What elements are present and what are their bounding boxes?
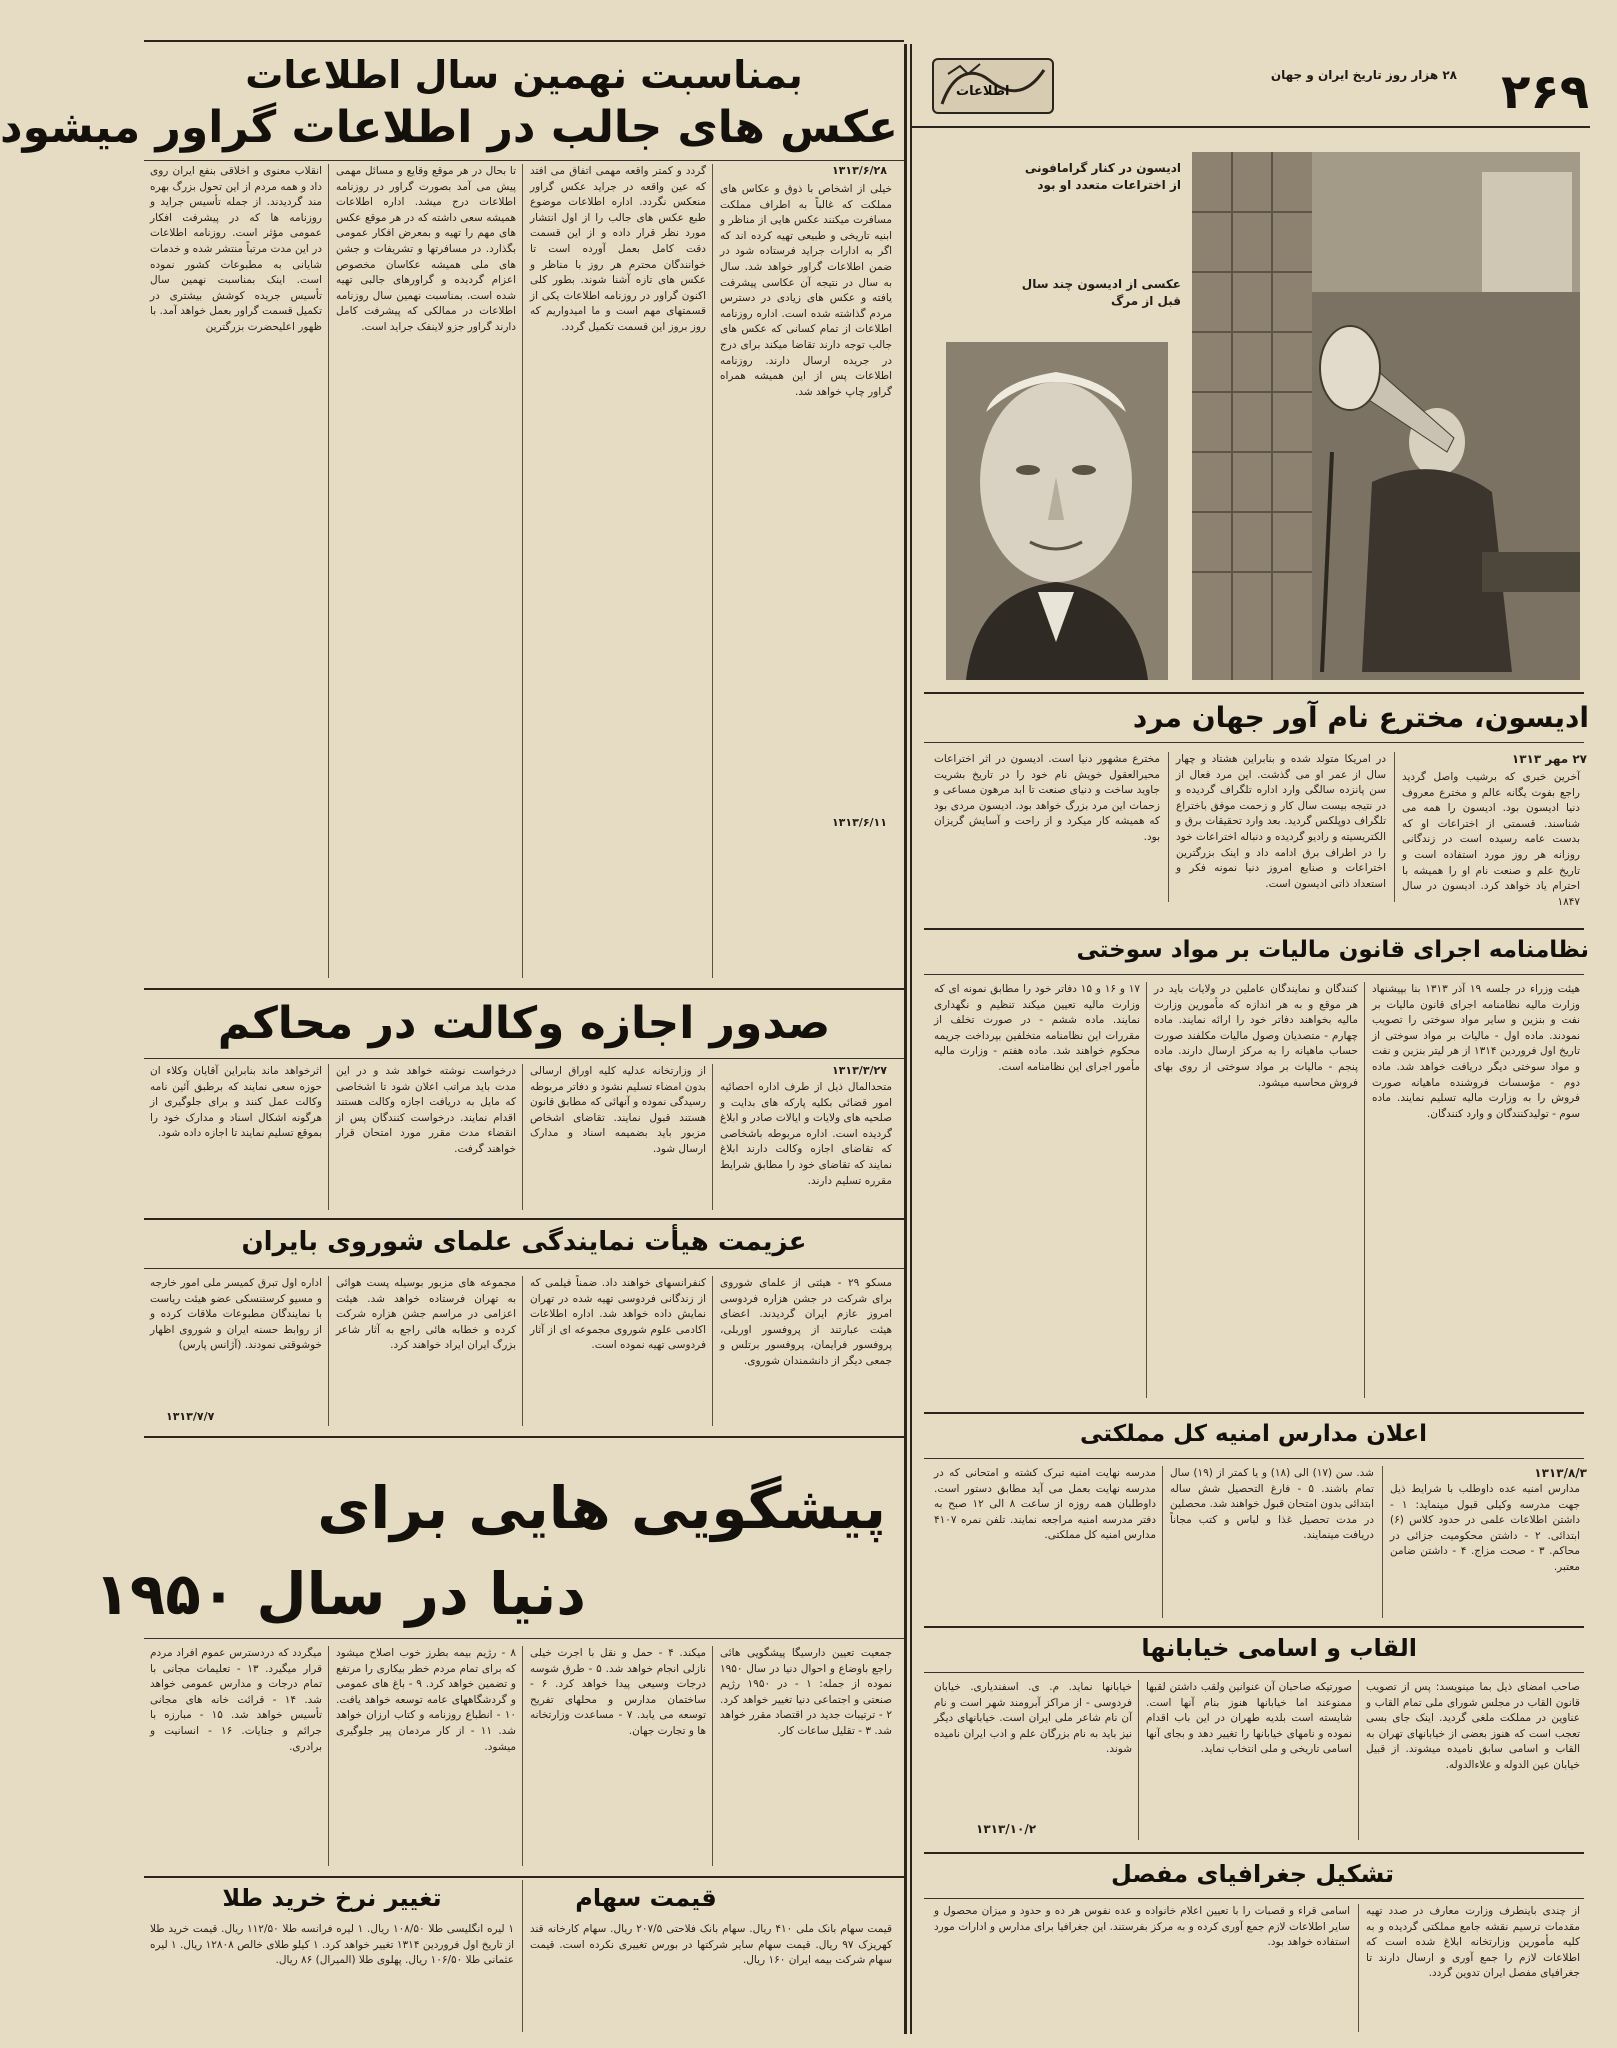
- edison-photo2-caption: عکسی از ادیسون چند سال قبل از مرگ: [1021, 277, 1181, 308]
- schools-date: ۱۳۱۳/۸/۳: [1534, 1466, 1587, 1480]
- anniversary-headline1: بمناسبت نهمین سال اطلاعات: [245, 53, 803, 97]
- geography-col1: از چندی باینطرف وزارت معارف در صدد تهیه مقدمات ترسیم نقشه جامع مملکتی گردیده و به کلیه مأمورین وزارتخانه ابلاغ شده است که اطلاعات لازم را جمع آوری و ارسال دارند تا جغرافیای مفصل ایران تدوین گردد.: [1366, 1905, 1580, 1980]
- edison-photo1-caption: ادیسون در کنار گرامافونی از اختراعات متعدد او بود: [1024, 161, 1181, 192]
- streets-col1: صاحب امضای ذیل بما مینویسد: پس از تصویب قانون القاب در مجلس شورای ملی تمام القاب و عناوین در مملکت ملغی گردید. اینک جای بسی تعجب است که هنوز بعضی از خیابانهای تهران به القاب و اسامی سابق نامیده میشوند. از قبیل خیابان عین الدوله و علاءالدوله.: [1366, 1681, 1580, 1771]
- streets-col3: خیابانها نماید. م. ی. اسفندیاری. خیابان فردوسی - از مراکز آبرومند شهر است و نام آن نام شاعر ملی ایران است. خیابانهای دیگر نیز باید به نام بزرگان علم و ادب ایران نامیده شوند.: [934, 1681, 1132, 1756]
- predictions-col1: جمعیت تعیین دارسیگا پیشگویی هائی راجع باوضاع و احوال دنیا در سال ۱۹۵۰ نموده از جمله: ۱ - در ۱۹۵۰ رژیم صنعتی و اجتماعی دنیا تغییر خواهد کرد. ۲ - ترتیبات جدید در اقتصاد مقرر خواهد شد. ۳ - تقلیل ساعات کار.: [720, 1647, 892, 1737]
- fuel-tax-col2: کنندگان و نمایندگان عاملین در ولایات باید در هر موقع و به هر اندازه که مأمورین وزارت مالیه بخواهند دفاتر خود را ارائه نمایند. ماده چهارم - متصدیان وصول مالیات مکلفند صورت حساب ماهیانه را به مرکز ارسال دارند. ماده پنجم - مالیات بر مواد سوختی از روی بهای فروش محاسبه میشود.: [1154, 983, 1358, 1089]
- predictions-headline2: دنیا در سال ۱۹۵۰: [94, 1560, 586, 1628]
- anniversary-col1: خیلی از اشخاص با ذوق و عکاس های مملکت که غالباً به اطراف مملکت مسافرت میکنند عکس هایی از مناظر و ابنیه تاریخی و طبیعی تهیه کرده اند که اگر به ادارات جراید فرستاده شود در ضمن اطلاعات گراور خواهد شد. سال به سال در نتیجه آن عکاسی پیشرفت یافته و عکس های زیادی در دسترس مردم گذاشته شده است. اداره روزنامه اطلاعات از تمام کسانی که عکس های جالب توجه دارند تقاضا میکند برای درج در جریده ارسال دارند. روزنامه اطلاعات پس از این همیشه همراه گراور چاپ خواهد شد.: [720, 183, 892, 398]
- delegation-col3: مجموعه های مزبور بوسیله پست هوائی به تهران فرستاده خواهد شد. هیئت اعزامی در مراسم جشن هزاره شرکت کرده و خطابه هائی راجع به آثار شاعر بزرگ ایران ایراد خواهند کرد.: [336, 1277, 516, 1352]
- edison-col1: آخرین خبری که برشیب واصل گردید راجع بفوت یگانه عالم و مخترع معروف دنیا ادیسون بود. ادیسون را همه می شناسند. قسمتی از اختراعات او که بدست عامه رسیده است در زندگانی روزانه هر روز مورد استفاده است و تاریخ علم و صنعت نام او را همیشه با احترام یاد خواهد کرد. ادیسون در سال ۱۸۴۷: [1402, 771, 1580, 908]
- streets-headline: القاب و اسامی خیابانها: [1141, 1634, 1417, 1662]
- delegation-headline: عزیمت هیأت نمایندگی علمای شوروی بایران: [241, 1227, 807, 1257]
- predictions-col4: میگردد که دردسترس عموم افراد مردم قرار میگیرد. ۱۳ - تعلیمات مجانی با تمام درجات و مدارس عمومی خواهد شد. ۱۴ - قرائت خانه های مجانی تأسیس خواهد شد. ۱۵ - مبارزه با جرائم و جنایات. ۱۶ - انسانیت و برادری.: [150, 1647, 323, 1753]
- newspaper-logo: [932, 58, 1054, 114]
- anniversary-col4: انقلاب معنوی و اخلاقی بنفع ایران روی داد و همه مردم از این تحول بزرگ بهره مند گردیدند. از جمله تأسیس جراید و روزنامه ها که در پیشرفت افکار عمومی مؤثر است. روزنامه اطلاعات در این مدت مرتباً منتشر شده و خدمات شایانی به مطبوعات کشور نموده است. اینک بمناسبت نهمین سال تأسیس جریده کوشش بیشتری در تکمیل قسمت گراور بعمل خواهد آمد. با ظهور اعلیحضرت بزرگترین: [150, 165, 322, 333]
- court-col4: اثرخواهد ماند بنابراین آقایان وکلاء ان حوزه سعی نمایند که برطبق آئین نامه وکالت عمل کنند و برای جلوگیری از هرگونه اشکال اسناد و مدارک خود را بموقع تسلیم نمایند تا اجازه داده شود.: [150, 1065, 322, 1140]
- schools-col2: شد. سن (۱۷) الی (۱۸) و یا کمتر از (۱۹) سال تمام باشند. ۵ - فارغ التحصیل شش ساله ابتدائی بدون امتحان قبول خواهند شد. محصلین در مدت تحصیل غذا و لباس و کتب مجاناً دریافت مینمایند.: [1170, 1467, 1374, 1542]
- edison-headline: ادیسون، مخترع نام آور جهان مرد: [1132, 701, 1589, 734]
- gold-headline: تغییر نرخ خرید طلا: [222, 1884, 442, 1912]
- anniversary-date1: ۱۳۱۳/۶/۲۸: [831, 164, 887, 177]
- delegation-col1: مسکو ۲۹ - هیئتی از علمای شوروی برای شرکت در جشن هزاره فردوسی امروز عازم ایران گردیدند. اعضای هیئت عبارتند از پروفسور اوربلی، پروفسور فرایمان، پروفسور برتلس و جمعی دیگر از دانشمندان شوروی.: [720, 1277, 892, 1367]
- anniversary-col2: گردد و کمتر واقعه مهمی اتفاق می افتد که عین واقعه در جراید عکس گراور منعکس نگردد. اداره اطلاعات موضوع طبع عکس های جالب را از اول انتشار مورد نظر قرار داده و از این قسمت دقت کامل بعمل آورده است تا خوانندگان محترم هر روز با مناظر و عکس های تازه آشنا شوند. بطور کلی اکنون گراور در روزنامه اطلاعات یکی از قسمتهای مهم است و ما امیدواریم که روز بروز این قسمت تکمیل گردد.: [530, 165, 706, 333]
- fuel-tax-headline: نظامنامه اجرای قانون مالیات بر مواد سوختی: [1076, 937, 1589, 963]
- anniversary-col3: تا بحال در هر موقع وقایع و مسائل مهمی پیش می آمد بصورت گراور در روزنامه اطلاعات درج میشد. اداره اطلاعات همیشه سعی داشته که در هر موقع عکس های مهم را تهیه و بمعرض افکار عمومی بگذارد. در مسافرتها و تشریفات و جشن های ملی همیشه عکاسان مخصوص اعزام گردیده و گراورهای جالبی تهیه شده است. بمناسبت نهمین سال روزنامه اطلاعات در ممالکی که پیشرفت کامل دارند گراور جزو لاینفک جراید است.: [336, 165, 516, 333]
- stocks-body: قیمت سهام بانک ملی ۴۱۰ ریال. سهام بانک فلاحتی ۲۰۷/۵ ریال. سهام کارخانه قند کهریزک ۹۷ ریال. قیمت سهام سایر شرکتها در بورس تغییری نکرده است. قیمت سهام شرکت بیمه ایران ۱۶۰ ریال.: [530, 1923, 892, 1967]
- geography-col2: اسامی قراء و قصبات را با تعیین اعلام خانواده و عده نفوس هر ده و حدود و میزان محصول و سایر اطلاعات لازم جمع آوری کرده و به مرکز بفرستند. این جغرافیا برای مدارس و ادارات مورد استفاده خواهد بود.: [934, 1905, 1350, 1949]
- stocks-headline: قیمت سهام: [575, 1884, 717, 1912]
- edison-col3: مخترع مشهور دنیا است. ادیسون در اثر اختراعات محیرالعقول خویش نام خود را در تاریخ بشریت جاوید ساخت و دنیای صنعت تا ابد مرهون مساعی و زحمات این مرد بزرگ خواهد بود. ادیسون مردی بود که همیشه کار میکرد و از راحت و آسایش گریزان بود.: [934, 753, 1160, 843]
- anniversary-date2: ۱۳۱۳/۶/۱۱: [831, 816, 887, 829]
- delegation-col2: کنفرانسهای خواهند داد. ضمناً فیلمی که از زندگانی فردوسی تهیه شده در تهران نمایش داده خواهد شد. اداره اطلاعات اکادمی علوم شوروی مجموعه ای از آثار فردوسی تهیه نموده است.: [530, 1277, 706, 1352]
- anniversary-headline2: عکس های جالب در اطلاعات گراور میشود: [0, 102, 898, 153]
- edison-date: ۲۷ مهر ۱۳۱۳: [1511, 752, 1587, 766]
- fuel-tax-col1: هیئت وزراء در جلسه ۱۹ آذر ۱۳۱۳ بنا بپیشنهاد وزارت مالیه نظامنامه اجرای قانون مالیات بر نفت و بنزین و سایر مواد سوختی را تصویب نمودند. ماده اول - مالیات بر مواد سوختی از تاریخ اول فروردین ۱۳۱۴ از هر لیتر بنزین و نفت و مواد سوختی دیگر دریافت خواهد شد. ماده دوم - مؤسسات فروشنده ماهیانه صورت فروش را به وزارت مالیه تسلیم نمایند. ماده سوم - تولیدکنندگان و وارد کنندگان.: [1372, 983, 1580, 1120]
- series-title: ۲۸ هزار روز تاریخ ایران و جهان: [1270, 68, 1457, 82]
- court-col3: درخواست نوشته خواهد شد و در این مدت باید مراتب اعلان شود تا اشخاصی که مایل به دریافت اجازه وکالت هستند اقدام نمایند. درخواست کنندگان پس از انقضاء مدت مقرر مورد امتحان قرار خواهند گرفت.: [336, 1065, 516, 1155]
- court-col1: متحدالمال ذیل از طرف اداره احصائیه امور قضائی بکلیه پارکه های بدایت و صلحیه های ولایات و ایالات صادر و ابلاغ گردیده است. اداره مربوطه باشخاصی که تقاضای اجازه وکالت دارند ابلاغ نمایند که تقاضای خود را مطابق شرایط مقرره تسلیم دارند.: [720, 1081, 892, 1187]
- predictions-col2: میکند. ۴ - حمل و نقل با اجرت خیلی نازلی انجام خواهد شد. ۵ - طرق شوسه درجات وسیعی پیدا خواهد کرد. ۶ - ساختمان مدارس و محلهای تفریح توسعه می یابد. ۷ - مساعدت وزارتخانه ها و تجارت جهان.: [530, 1647, 707, 1737]
- gold-body: ۱ لیره انگلیسی طلا ۱۰۸/۵۰ ریال. ۱ لیره فرانسه طلا ۱۱۲/۵۰ ریال. قیمت خرید طلا از تاریخ اول فروردین ۱۳۱۴ تغییر خواهد کرد. ۱ کیلو طلای خالص ۱۲۸۰۸ ریال. ۱ لیره عثمانی طلا ۱۰۶/۵۰ ریال. پهلوی طلا (المیرال) ۸۶ ریال.: [150, 1923, 515, 1967]
- page-number: ۲۶۹: [1501, 64, 1589, 120]
- edison-col2: در امریکا متولد شده و بنابراین هشتاد و چهار سال از عمر او می گذشت. این مرد فعال از سن پانزده سالگی وارد اداره تلگراف گردیده و در نتیجه بیست سال کار و زحمت موفق باختراع تلگراف دوپلکس گردید. بعد وارد تحقیقات برق و الکتریسیته و رادیو گردیده و دنباله اختراعات خود را در اطراف برق ادامه داد و اینک بزرگترین اختراعات و صنایع امروز دنیا نمونه فکر و استعداد ذاتی ادیسون است.: [1176, 753, 1386, 890]
- edison-phonograph-photo: [1192, 152, 1580, 680]
- delegation-col4: اداره اول تبرق کمیسر ملی امور خارجه و مسیو کرستنسکی عضو هیئت ریاست با نمایندگان مطبوعات ملاقات کرده و از روابط حسنه ایران و شوروی اظهار خوشوقتی نمودند. (آژانس پارس): [150, 1277, 322, 1352]
- geography-headline: تشکیل جغرافیای مفصل: [1110, 1860, 1394, 1888]
- delegation-date: ۱۳۱۳/۷/۷: [166, 1410, 215, 1423]
- streets-date: ۱۳۱۳/۱۰/۲: [976, 1822, 1037, 1836]
- schools-col1: مدارس امنیه عده داوطلب با شرایط ذیل جهت مدرسه وکیلی قبول مینماید: ۱ - داشتن اطلاعات علمی در حدود کلاس (۶) ابتدائی. ۲ - داشتن محکومیت جزائی در محاکم. ۳ - صحت مزاج. ۴ - داشتن ضامن معتبر.: [1390, 1483, 1580, 1573]
- predictions-col3: ۸ - رژیم بیمه بطرز خوب اصلاح میشود که برای تمام مردم خطر بیکاری را مرتفع و تضمین خواهد کرد. ۹ - باغ های عمومی و گردشگاههای عامه توسعه خواهد یافت. ۱۰ - انطباع روزنامه و کتاب ارزان خواهد شد. ۱۱ - از کار مردمان پیر جلوگیری میشود.: [336, 1647, 516, 1753]
- court-date: ۱۳۱۳/۳/۲۷: [831, 1064, 887, 1077]
- schools-headline: اعلان مدارس امنیه کل مملکتی: [1080, 1421, 1427, 1447]
- streets-col2: صورتیکه صاحبان آن عنوانین ولقب داشتن لقبها ممنوعند اما خیابانها هنوز بنام آنها است. شایسته است بلدیه طهران در این باب اقدام نموده و نامهای خیابانها را تغییر دهد و بجای آنها اسامی تاریخی و ملی انتخاب نماید.: [1146, 1681, 1352, 1756]
- fuel-tax-col3: ۱۷ و ۱۶ و ۱۵ دفاتر خود را مطابق نمونه ای که وزارت مالیه تعیین میکند تنظیم و نگهداری نمایند. ماده ششم - در صورت تخلف از مقررات این نظامنامه متخلفین بپرداخت جریمه محکوم خواهند شد. ماده هفتم - وزارت مالیه مأمور اجرای این نظامنامه است.: [934, 983, 1140, 1073]
- edison-portrait-photo: [946, 342, 1168, 680]
- schools-col3: مدرسه نهایت امنیه تبرک کشته و امتحانی که در مدرسه نهایت بعمل می آید مطابق دستور است. داوطلبان همه روزه از ساعت ۸ الی ۱۲ صبح به دفتر مدرسه امنیه مراجعه نمایند. تلفن نمره ۴۱۰۷ مدارس امنیه کل مملکتی.: [934, 1467, 1157, 1542]
- logo-text: اطلاعات: [956, 84, 1010, 99]
- court-headline: صدور اجازه وکالت در محاکم: [217, 998, 831, 1049]
- court-col2: از وزارتخانه عدلیه کلیه اوراق ارسالی بدون امضاء تسلیم نشود و دفاتر مربوطه رسیدگی نموده و آنهائی که مطابق قانون هستند قبول نمایند. تقاضای اشخاص مزبور باید بضمیمه اسناد و مدارک ارسال شود.: [530, 1065, 706, 1155]
- predictions-headline1: پیشگویی هایی برای: [317, 1474, 886, 1542]
